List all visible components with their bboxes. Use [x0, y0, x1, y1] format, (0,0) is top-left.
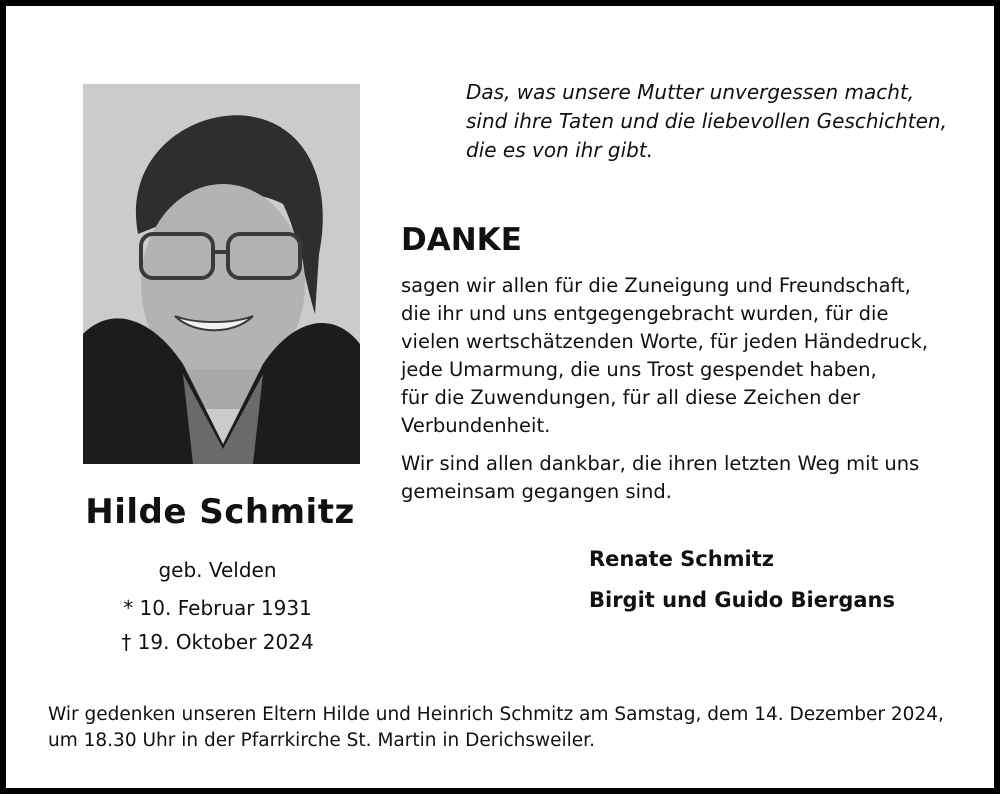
thanks-paragraph: sagen wir allen für die Zuneigung und Freundschaft, die ihr und uns entgegengebracht wurden, für die vielen wertschätzenden Worte, für jeden Händedruck, jede Umarmung, die uns Trost gespendet haben, für die Zuwendungen, für all diese Zeichen der Verbundenheit.: [401, 274, 929, 437]
memorial-quote: Das, was unsere Mutter unvergessen macht, sind ihre Taten und die liebevollen Geschichten, die es von ihr gibt.: [466, 80, 947, 162]
thanks-paragraph-2: Wir sind allen dankbar, die ihren letzten Weg mit uns gemeinsam gegangen sind.: [401, 452, 920, 503]
signature-1: Renate Schmitz: [589, 547, 774, 571]
deceased-name: Hilde Schmitz: [85, 492, 355, 532]
death-date: † 19. Oktober 2024: [121, 630, 314, 654]
birth-date: * 10. Februar 1931: [123, 596, 312, 620]
thanks-heading: DANKE: [401, 222, 522, 258]
maiden-name: geb. Velden: [158, 558, 277, 582]
signature-2: Birgit und Guido Biergans: [589, 588, 895, 612]
memorial-service-notice: Wir gedenken unseren Eltern Hilde und Heinrich Schmitz am Samstag, dem 14. Dezember 2024, um 18.30 Uhr in der Pfarrkirche St. Martin in Derichsweiler.: [48, 704, 944, 751]
portrait-photo: [83, 84, 360, 464]
